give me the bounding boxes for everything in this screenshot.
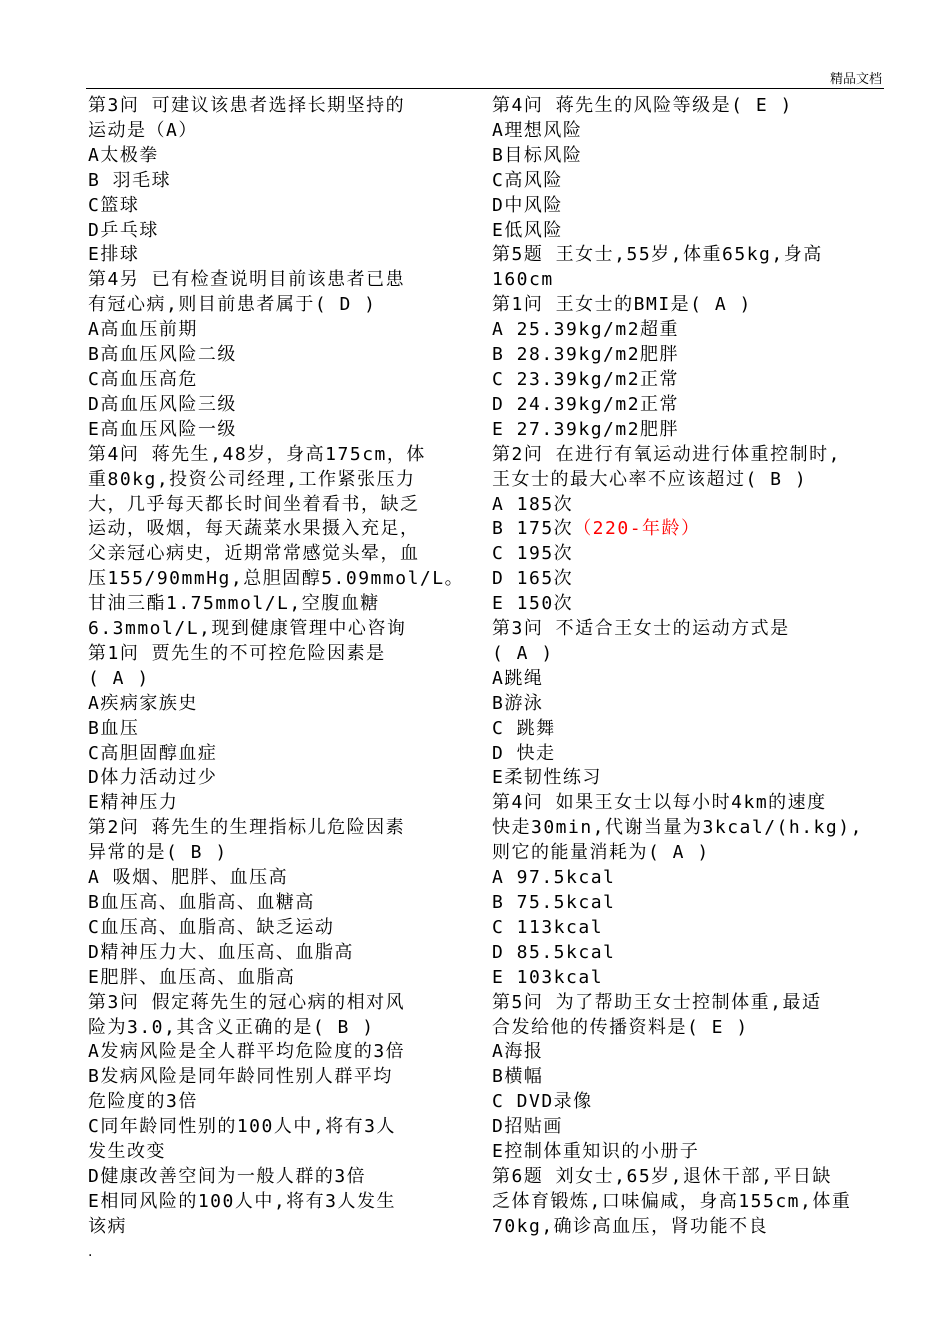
text-line <box>88 866 468 891</box>
text-line <box>88 991 468 1016</box>
text-line <box>492 542 892 567</box>
text-line <box>492 493 892 518</box>
line-text: D 快走 <box>492 742 556 764</box>
line-text: 第1问 王女士的BMI是( A ) <box>492 294 752 316</box>
line-text: E排球 <box>88 244 140 266</box>
line-text: 运动，吸烟，每天蔬菜水果摄入充足， <box>88 518 420 540</box>
line-text: C高血压高危 <box>88 368 198 390</box>
line-text: E高血压风险一级 <box>88 418 237 440</box>
line-text: A发病风险是全人群平均危险度的3倍 <box>88 1041 406 1063</box>
line-text: 父亲冠心病史，近期常常感觉头晕，血 <box>88 543 420 565</box>
line-text: 发生改变 <box>88 1141 166 1163</box>
text-line <box>88 1115 468 1140</box>
line-text: 第5问 为了帮助王女士控制体重,最适 <box>492 991 822 1013</box>
line-text: 第1问 贾先生的不可控危险因素是 <box>88 642 386 664</box>
line-text: 第6题 刘女士,65岁,退休干部,平日缺 <box>492 1165 832 1187</box>
text-line <box>88 194 468 219</box>
text-line <box>492 941 892 966</box>
line-text: A 97.5kcal <box>492 867 616 889</box>
text-line <box>88 144 468 169</box>
text-line <box>88 1016 468 1041</box>
line-text: B游泳 <box>492 692 544 714</box>
line-text: 王女士的最大心率不应该超过( B ) <box>492 468 808 490</box>
line-text: E精神压力 <box>88 792 179 814</box>
line-text: 大，几乎每天都长时间坐着看书，缺乏 <box>88 493 420 515</box>
text-line <box>88 1065 468 1090</box>
heart-rate-note: （220-年龄） <box>573 518 701 540</box>
line-text: A跳绳 <box>492 667 544 689</box>
left-column <box>88 94 468 1240</box>
line-text: E低风险 <box>492 219 563 241</box>
text-line <box>88 94 468 119</box>
text-line <box>88 1215 468 1240</box>
text-line <box>492 766 892 791</box>
line-text: 第5题 王女士,55岁,体重65kg,身高 <box>492 244 823 266</box>
line-text: 第3问 不适合王女士的运动方式是 <box>492 618 790 640</box>
text-line <box>88 542 468 567</box>
text-line <box>492 1190 892 1215</box>
line-text: C篮球 <box>88 194 140 216</box>
line-text: C 跳舞 <box>492 717 556 739</box>
text-line <box>88 717 468 742</box>
line-text: 合发给他的传播资料是( E ) <box>492 1016 749 1038</box>
line-text: 压155/90mmHg,总胆固醇5.09mmol/L。 <box>88 568 465 590</box>
line-text: B血压高、血脂高、血糖高 <box>88 892 315 913</box>
text-line <box>88 1165 468 1190</box>
text-line <box>492 1115 892 1140</box>
line-text: D 24.39kg/m2正常 <box>492 393 680 415</box>
line-text: D招贴画 <box>492 1116 563 1138</box>
text-line <box>492 991 892 1016</box>
text-line <box>88 318 468 343</box>
line-text: D中风险 <box>492 194 563 216</box>
line-text: B血压 <box>88 717 140 739</box>
text-line <box>88 841 468 866</box>
text-line <box>492 1215 892 1240</box>
line-text: D 165次 <box>492 568 574 590</box>
text-line <box>88 742 468 767</box>
text-line <box>88 343 468 368</box>
line-text: C 113kcal <box>492 916 604 938</box>
footer-dot: . <box>88 1244 93 1260</box>
text-line <box>88 493 468 518</box>
line-text: 第4问 如果王女士以每小时4km的速度 <box>492 792 827 814</box>
text-line <box>88 592 468 617</box>
line-text: A太极拳 <box>88 144 159 166</box>
text-line <box>88 169 468 194</box>
header-label: 精品文档 <box>829 72 882 87</box>
line-text: 异常的是( B ) <box>88 842 228 864</box>
line-text: D乒乓球 <box>88 219 159 241</box>
line-text: 160cm <box>492 269 554 291</box>
line-text: A海报 <box>492 1041 544 1063</box>
text-line <box>492 617 892 642</box>
text-line <box>88 268 468 293</box>
line-text: 6.3mmol/L,现到健康管理中心咨询 <box>88 618 407 640</box>
text-line <box>88 567 468 592</box>
text-line <box>88 219 468 244</box>
text-line <box>492 219 892 244</box>
text-line <box>492 343 892 368</box>
text-line <box>492 243 892 268</box>
text-line <box>88 517 468 542</box>
line-text: D精神压力大、血压高、血脂高 <box>88 941 354 963</box>
line-text: E 103kcal <box>492 966 604 988</box>
header-divider <box>86 88 884 89</box>
line-text: 运动是（A） <box>88 119 198 141</box>
text-line <box>88 891 468 916</box>
text-line <box>492 318 892 343</box>
right-column <box>492 94 892 1240</box>
line-text: A疾病家族史 <box>88 692 198 714</box>
line-text: B发病风险是同年龄同性别人群平均 <box>88 1066 393 1088</box>
line-text: 该病 <box>88 1215 127 1237</box>
text-line <box>492 1165 892 1190</box>
text-line <box>88 119 468 144</box>
line-text: A 185次 <box>492 493 574 515</box>
line-text: 第4另 已有检查说明目前该患者已患 <box>88 269 406 291</box>
text-line <box>492 742 892 767</box>
text-line <box>492 443 892 468</box>
text-line <box>492 194 892 219</box>
line-text: C高胆固醇血症 <box>88 742 218 764</box>
text-line <box>492 1016 892 1041</box>
text-line <box>88 667 468 692</box>
text-line <box>492 268 892 293</box>
text-line <box>492 692 892 717</box>
line-text: B横幅 <box>492 1066 544 1088</box>
line-text: 重80kg,投资公司经理,工作紧张压力 <box>88 468 416 490</box>
line-text: 第2问 蒋先生的生理指标儿危险因素 <box>88 817 406 839</box>
text-line <box>88 692 468 717</box>
text-line <box>88 243 468 268</box>
text-line <box>492 393 892 418</box>
text-line <box>492 717 892 742</box>
line-text: 第4问 蒋先生的风险等级是( E ) <box>492 95 793 116</box>
text-line <box>88 1040 468 1065</box>
line-text: C血压高、血脂高、缺乏运动 <box>88 916 335 938</box>
text-line <box>88 766 468 791</box>
text-line <box>492 816 892 841</box>
text-line <box>88 916 468 941</box>
text-line <box>492 916 892 941</box>
text-line <box>492 966 892 991</box>
line-text: C 23.39kg/m2正常 <box>492 368 680 390</box>
line-text: 第4问 蒋先生,48岁，身高175cm，体 <box>88 443 426 465</box>
line-text: D 85.5kcal <box>492 941 616 963</box>
line-text: E 27.39kg/m2肥胖 <box>492 418 680 440</box>
line-text: B高血压风险二级 <box>88 344 237 366</box>
text-line <box>88 941 468 966</box>
line-text: B 75.5kcal <box>492 892 616 913</box>
line-text: 70kg,确诊高血压，肾功能不良 <box>492 1215 769 1237</box>
line-text: C DVD录像 <box>492 1091 593 1113</box>
line-text: A理想风险 <box>492 119 583 141</box>
text-line <box>88 293 468 318</box>
line-text: D高血压风险三级 <box>88 393 237 415</box>
line-text: D健康改善空间为一般人群的3倍 <box>88 1165 367 1187</box>
line-text: 险为3.0,其含义正确的是( B ) <box>88 1016 375 1038</box>
text-line <box>492 1040 892 1065</box>
line-text: 危险度的3倍 <box>88 1091 198 1113</box>
line-text: 第3问 假定蒋先生的冠心病的相对风 <box>88 991 406 1013</box>
line-text: A高血压前期 <box>88 319 198 341</box>
text-line <box>492 293 892 318</box>
text-line <box>492 592 892 617</box>
text-line <box>88 368 468 393</box>
line-text: B 羽毛球 <box>88 169 172 191</box>
line-text: 第2问 在进行有氧运动进行体重控制时, <box>492 443 842 465</box>
text-line <box>492 468 892 493</box>
line-text: E柔韧性练习 <box>492 767 602 789</box>
text-line <box>88 1140 468 1165</box>
text-line <box>88 617 468 642</box>
text-line <box>492 119 892 144</box>
line-text: E相同风险的100人中,将有3人发生 <box>88 1190 397 1212</box>
line-text: B 28.39kg/m2肥胖 <box>492 344 680 366</box>
text-line <box>492 94 892 119</box>
line-text: B 175次 <box>492 518 574 540</box>
line-text: ( A ) <box>88 667 150 689</box>
text-line <box>88 443 468 468</box>
text-line <box>492 866 892 891</box>
text-line <box>88 642 468 667</box>
text-line <box>88 468 468 493</box>
text-line <box>492 891 892 916</box>
text-line <box>88 966 468 991</box>
text-line <box>492 144 892 169</box>
text-line <box>88 1190 468 1215</box>
text-line <box>88 418 468 443</box>
text-line <box>492 642 892 667</box>
text-line <box>492 517 892 542</box>
text-line <box>88 393 468 418</box>
text-line <box>88 1090 468 1115</box>
line-text: 乏体育锻炼,口味偏咸，身高155cm,体重 <box>492 1190 852 1212</box>
text-line <box>88 791 468 816</box>
line-text: C 195次 <box>492 543 574 565</box>
line-text: 则它的能量消耗为( A ) <box>492 842 710 864</box>
line-text: C高风险 <box>492 169 563 191</box>
line-text: A 25.39kg/m2超重 <box>492 319 680 341</box>
text-line <box>492 567 892 592</box>
line-text: C同年龄同性别的100人中,将有3人 <box>88 1116 397 1138</box>
text-line <box>492 368 892 393</box>
line-text: 第3问 可建议该患者选择长期坚持的 <box>88 95 406 116</box>
text-line <box>492 667 892 692</box>
text-line <box>492 418 892 443</box>
text-line <box>492 1140 892 1165</box>
line-text: E控制体重知识的小册子 <box>492 1141 700 1163</box>
line-text: ( A ) <box>492 642 554 664</box>
text-line <box>492 1090 892 1115</box>
line-text: E 150次 <box>492 593 574 615</box>
line-text: A 吸烟、肥胖、血压高 <box>88 867 289 889</box>
line-text: 有冠心病,则目前患者属于( D ) <box>88 294 377 316</box>
line-text: E肥胖、血压高、血脂高 <box>88 966 296 988</box>
text-line <box>88 816 468 841</box>
line-text: 快走30min,代谢当量为3kcal/(h.kg), <box>492 817 863 839</box>
text-line <box>492 1065 892 1090</box>
line-text: 甘油三酯1.75mmol/L,空腹血糖 <box>88 593 380 615</box>
text-line <box>492 791 892 816</box>
line-text: B目标风险 <box>492 144 583 166</box>
text-line <box>492 169 892 194</box>
text-line <box>492 841 892 866</box>
line-text: D体力活动过少 <box>88 767 218 789</box>
